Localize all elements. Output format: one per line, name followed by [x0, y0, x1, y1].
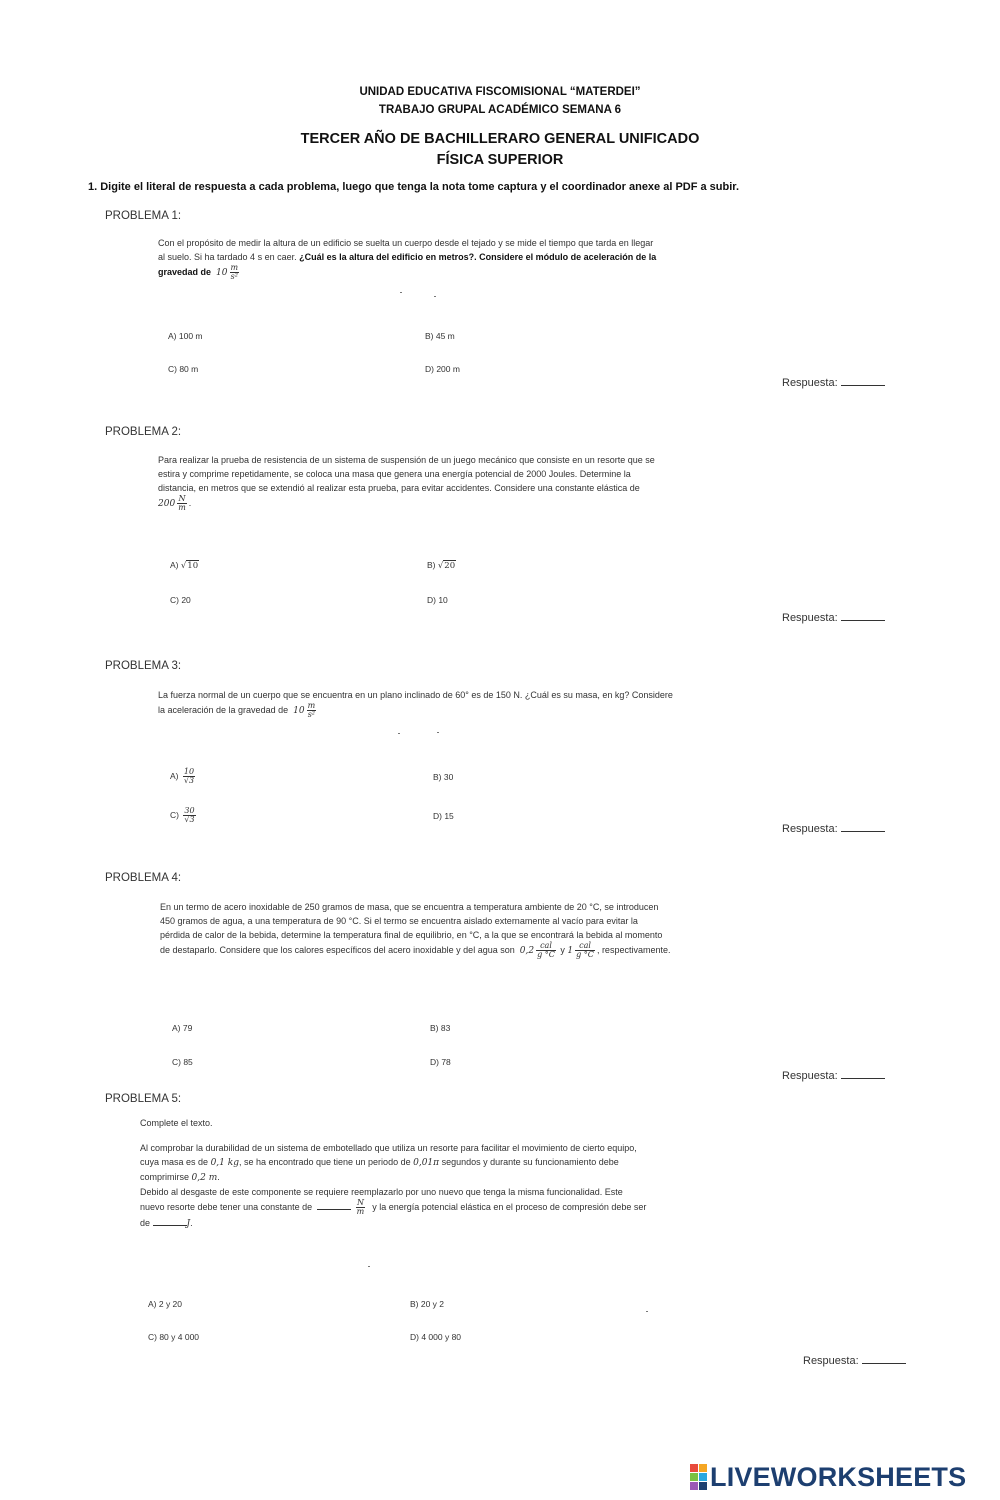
problem-4-title: PROBLEMA 4:: [105, 872, 182, 884]
problem-2-answer: Respuesta:: [782, 610, 885, 624]
problem-5-option-d: D) 4 000 y 80: [410, 1332, 462, 1342]
problem-1-answer-field[interactable]: [841, 375, 885, 386]
subject-title: FÍSICA SUPERIOR: [436, 152, 564, 168]
problem-3-title: PROBLEMA 3:: [105, 660, 182, 672]
energy-blank[interactable]: [153, 1216, 187, 1226]
problem-5-option-c: C) 80 y 4 000: [148, 1332, 200, 1342]
problem-1-title: PROBLEMA 1:: [105, 210, 182, 222]
unit-fraction: $\frac{m}{\text{s²}}$: [230, 263, 239, 281]
unit-fraction: $\frac{N}{m}$: [178, 494, 186, 512]
unit-fraction: $\frac{m}{\text{s²}}$: [307, 701, 316, 719]
school-name: UNIDAD EDUCATIVA FISCOMISIONAL “MATERDEI”: [359, 86, 641, 98]
problem-5-option-b: B) 20 y 2: [410, 1299, 445, 1309]
problem-4-option-d: D) 78: [430, 1057, 451, 1067]
problem-3-option-c: C) $\frac{30}{√3}$: [170, 806, 195, 824]
problem-5-intro: Complete el texto.: [140, 1118, 213, 1128]
problem-2-option-d: D) 10: [427, 595, 448, 605]
problem-2-statement: Para realizar la prueba de resistencia de un sistema de suspensión de un juego mecánico que consiste en un resorte que se estira y comprime repetidamente, se coloca una masa que genera una energía potencial de 2000 Joules. Determine la distancia, en metros que se extendió al realizar esta prueba, para evitar accidentes. Considere una constante elástica de 200 $\frac{N}{m}$ .: [158, 455, 655, 512]
problem-2-option-a: A) √10: [170, 560, 199, 571]
problem-2-answer-field[interactable]: [841, 610, 885, 621]
problem-3-option-b: B) 30: [433, 772, 454, 782]
problem-1-answer: Respuesta:: [782, 375, 885, 389]
logo-square: [690, 1473, 698, 1481]
problem-2-option-c: C) 20: [170, 595, 191, 605]
problem-1-option-b: B) 45 m: [425, 331, 455, 341]
scan-speck: [434, 296, 436, 297]
problem-4-statement: En un termo de acero inoxidable de 250 gramos de masa, que se encuentra a temperatura ambiente de 20 °C, se introducen 450 gramos de agua, a una temperatura de 90 °C. Si el termo se encuentra aislado externamente al vacío para evitar la pérdida de calor de la bebida, determine la temperatura final de equilibrio, en °C, a la que se encontrará la bebida al momento de destaparlo. Considere que los calores específicos del acero inoxidable y del agua son 0,2 $\frac{\text{cal}}{g ^\circ C}$ y 1 $\frac{\text{cal}}{g ^\circ C}$ , respectivamente.: [160, 902, 671, 959]
logo-square: [699, 1482, 707, 1490]
instructions: 1. Digite el literal de respuesta a cada problema, luego que tenga la nota tome captura y el coordinador anexe al PDF a subir.: [88, 181, 740, 193]
scan-speck: [398, 733, 400, 734]
problem-3-option-d: D) 15: [433, 811, 454, 821]
problem-4-answer-field[interactable]: [841, 1068, 885, 1079]
logo-square: [699, 1473, 707, 1481]
problem-2-option-b: B) √20: [427, 560, 456, 571]
problem-5-answer: Respuesta:: [803, 1353, 906, 1367]
problem-3-option-a: A) $\frac{10}{√3}$: [170, 767, 195, 785]
problem-3-answer-field[interactable]: [841, 821, 885, 832]
problem-1-option-a: A) 100 m: [168, 331, 203, 341]
scan-speck: [646, 1311, 648, 1312]
logo-square: [690, 1464, 698, 1472]
scan-speck: [437, 732, 439, 733]
logo-square: [699, 1464, 707, 1472]
spring-constant-blank[interactable]: [317, 1200, 351, 1210]
problem-4-option-c: C) 85: [172, 1057, 193, 1067]
problem-1-option-c: C) 80 m: [168, 364, 199, 374]
scan-speck: [368, 1266, 370, 1267]
scan-speck: [400, 292, 402, 293]
liveworksheets-logo: [690, 1462, 966, 1492]
problem-3-statement: La fuerza normal de un cuerpo que se encuentra en un plano inclinado de 60° es de 150 N. ¿Cuál es su masa, en kg? Considere la aceleración de la gravedad de 10 $\frac{m}{\text{s²}}$: [158, 690, 673, 719]
problem-5-option-a: A) 2 y 20: [148, 1299, 183, 1309]
logo-text: LIVEWORKSHEETS: [710, 1461, 967, 1492]
problem-1-statement: Con el propósito de medir la altura de un edificio se suelta un cuerpo desde el tejado y se mide el tiempo que tarda en llegar al suelo. Si ha tardado 4 s en caer. ¿Cuál es la altura del edificio en metros?. Considere el módulo de aceleración de la gravedad de 10 $\frac{m}{\text{s²}}$: [158, 238, 657, 281]
assignment-title: TRABAJO GRUPAL ACADÉMICO SEMANA 6: [378, 104, 622, 116]
unit-fraction: $\frac{\text{cal}}{g ^\circ C}$: [576, 941, 594, 959]
problem-4-option-a: A) 79: [172, 1023, 193, 1033]
course-title: TERCER AÑO DE BACHILLERARO GENERAL UNIFICADO: [300, 131, 700, 147]
problem-3-answer: Respuesta:: [782, 821, 885, 835]
problem-4-answer: Respuesta:: [782, 1068, 885, 1082]
problem-2-title: PROBLEMA 2:: [105, 426, 182, 438]
problem-5-statement: Al comprobar la durabilidad de un sistema de embotellado que utiliza un resorte para facilitar el movimiento de cierto equipo, cuya masa es de 0,1 kg, se ha encontrado que tiene un periodo de 0,01π segundos y durante su funcionamiento debe comprimirse 0,2 m. Debido al desgaste de este componente se requiere reemplazarlo por uno nuevo que tenga la misma funcionalidad. Este nuevo resorte debe tener una constante de $\frac{N}{m}$ y la energía potencial elástica en el proceso de compresión debe ser de J.: [140, 1143, 647, 1229]
problem-4-option-b: B) 83: [430, 1023, 451, 1033]
unit-fraction: $\frac{\text{cal}}{g ^\circ C}$: [537, 941, 555, 959]
logo-mark-icon: [690, 1464, 707, 1490]
problem-5-answer-field[interactable]: [862, 1353, 906, 1364]
problem-1-option-d: D) 200 m: [425, 364, 460, 374]
problem-5-title: PROBLEMA 5:: [105, 1093, 182, 1105]
logo-square: [690, 1482, 698, 1490]
